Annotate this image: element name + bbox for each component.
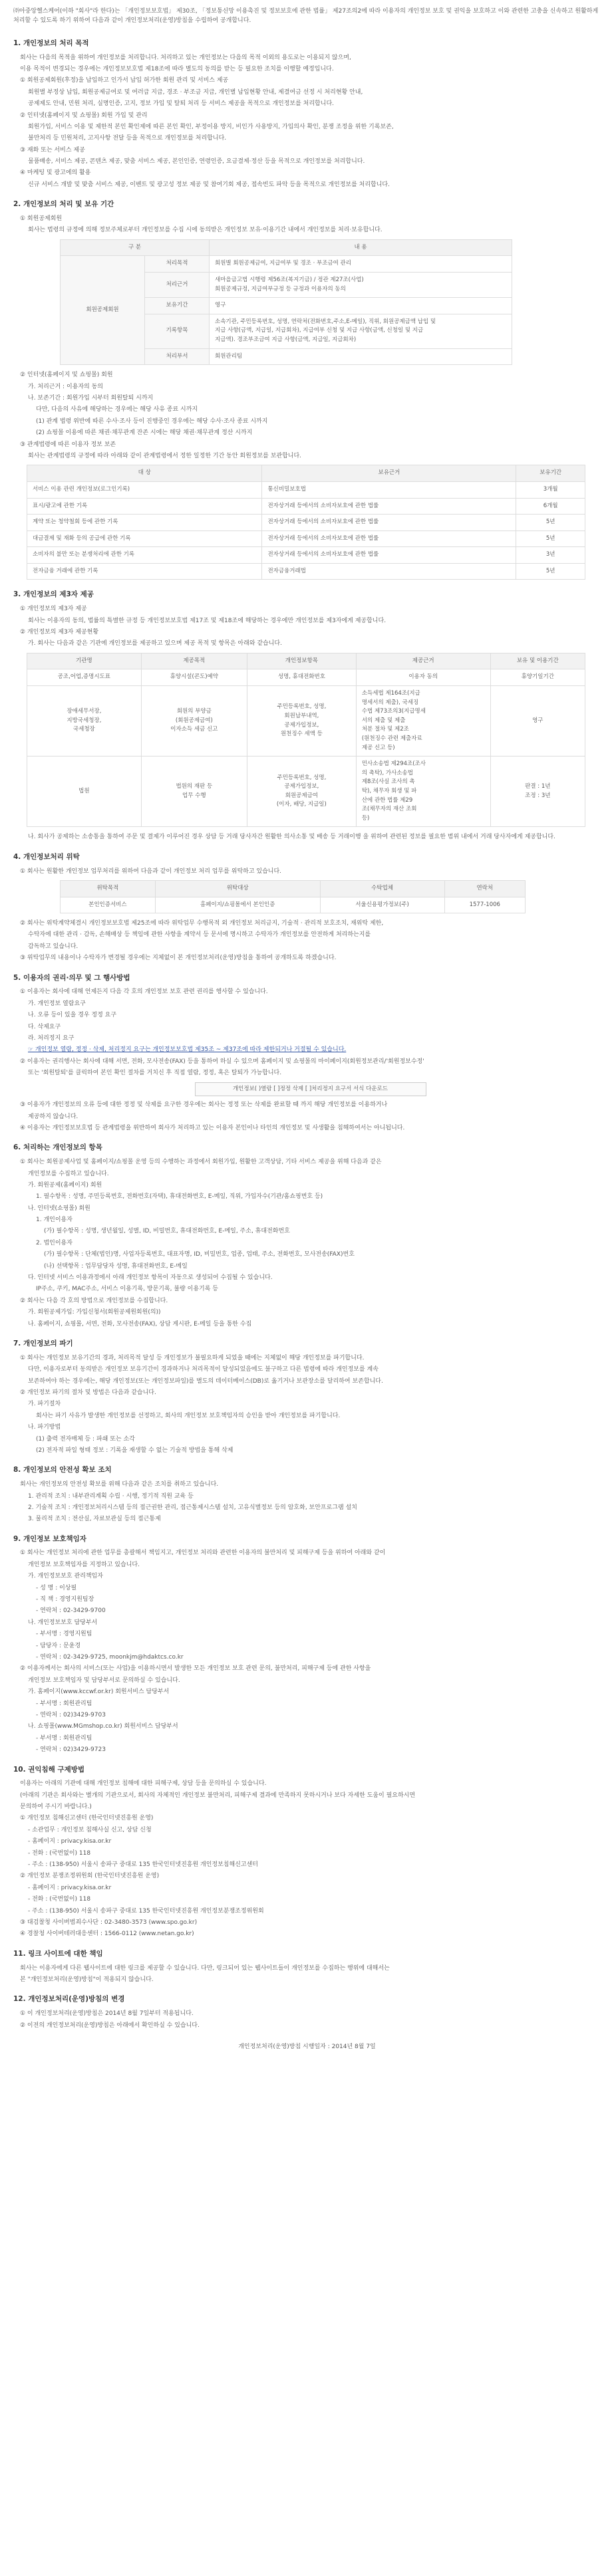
table-cell: 회원의 부양금 (회원공제금여) 이자소득 세금 신고 [141, 686, 247, 757]
table-cell: 전자상거래 등에서의 소비자보호에 관한 법률 [262, 530, 516, 547]
s1-line: 회사는 다음의 목적을 위하여 개인정보를 처리합니다. 처리하고 있는 개인정보는 다음의 목적 이외의 용도로는 이용되지 않으며, [20, 54, 351, 61]
s9-line: - 부서명 : 경영지원팀 [36, 1631, 92, 1638]
s4-sub1: ① 회사는 원활한 개인정보 업무처리를 위하여 다음과 같이 개인정보 처리 업무를 위탁하고 있습니다. [20, 868, 282, 875]
table-cell: 휴양시설(콘도)예약 [141, 669, 247, 686]
s7-line: 다만, 이용자로부터 동의받은 개인정보 보유기간이 경과하거나 처리목적이 달성되었음에도 불구하고 다른 법령에 따라 개인정보를 계속 [28, 1366, 379, 1373]
table-header: 보유근거 [262, 465, 516, 482]
table-cell: 장애세무서장, 지방국세청장, 국세청장 [27, 686, 142, 757]
s4-line: 수탁자에 대한 관리 · 감독, 손해배상 등 책임에 관한 사항을 계약서 등 문서에 명시하고 수탁자가 개인정보를 안전하게 처리하는지를 [28, 931, 371, 939]
section-12-title: 12. 개인정보처리(운영)방침의 변경 [13, 1995, 125, 2004]
s2-sub1-desc: 회사는 법령의 규정에 의해 정보주체로부터 개인정보를 수집 시에 동의받은 개인정보 보유·이용기간 내에서 개인정보를 처리·보유합니다. [28, 227, 383, 234]
table-cell: 보유기간 [145, 298, 210, 314]
s9-line: - 연락처 : 02)3429-9703 [36, 1711, 106, 1718]
section-2 [13, 199, 601, 580]
s11-line: 본 "개인정보처리(운영)방침"이 적용되지 않습니다. [20, 1976, 154, 1983]
s3-sub2-desc: 가. 회사는 다음과 같은 기관에 개인정보를 제공하고 있으며 제공 목적 및 항목은 아래와 같습니다. [28, 640, 282, 647]
s1-line: 신규 서비스 개발 및 맞춤 서비스 제공, 이벤트 및 광고성 정보 제공 및 참여기회 제공, 접속빈도 파악 등을 목적으로 개인정보를 처리합니다. [28, 181, 390, 188]
table-cell: 3개월 [516, 481, 585, 498]
table-header: 연락처 [444, 880, 525, 897]
s9-line: 나. 쇼핑몰(www.MGmshop.co.kr) 회원서비스 담당부서 [28, 1723, 178, 1730]
s7-line: ② 개인정보 파기의 절차 및 방법은 다음과 같습니다. [20, 1389, 156, 1396]
s6-line: 가. 회원공제가입: 가입신청서(회원공제원회원(의)) [28, 1309, 161, 1316]
s6-line: (나) 선택항목 : 업무담당자 성명, 휴대전화번호, E-메일 [44, 1262, 188, 1270]
table-cell: 5년 [516, 530, 585, 547]
legal-retention-table [27, 465, 585, 580]
section-1-title: 1. 개인정보의 처리 목적 [13, 39, 89, 47]
s3-sub2: ② 개인정보의 제3자 제공현황 [20, 629, 99, 636]
table-header: 보유기간 [516, 465, 585, 482]
table-header: 내 용 [210, 239, 512, 256]
table-cell: 전자상거래 등에서의 소비자보호에 관한 법률 [262, 515, 516, 531]
intro-text: ㈜아중앙헬스케어(이하 "회사"라 한다)는 「개인정보보호법」 제30조, 「정보통신망 이용촉진 및 정보보호에 관한 법률」 제27조의2에 따라 이용자의 개인정보 보호 및 권익을 보호하고 이와 관련한 고충을 신속하고 원활하게 처리할 수 있도록 하기 위하여 다음과 같이 개인정보처리(운영)방침을 수립하여 공개합니다. [13, 8, 599, 25]
table-cell: 전자상거래 등에서의 소비자보호에 관한 법률 [262, 498, 516, 515]
table-cell: 이용자 동의 [356, 669, 490, 686]
outsourcing-table [60, 880, 526, 913]
table-cell: 처리목적 [145, 256, 210, 273]
s5-line: 나. 오류 등이 있을 경우 정정 요구 [28, 1012, 117, 1019]
s10-line: - 소관업무 : 개인정보 침해사실 신고, 상담 신청 [28, 1826, 152, 1833]
table-cell: 본인인증서비스 [61, 897, 156, 913]
s11-line: 회사는 이용자에게 다른 웹사이트에 대한 링크를 제공할 수 있습니다. 다만, 링크되어 있는 웹사이트들이 개인정보를 수집하는 행위에 대해서는 [20, 1964, 390, 1972]
s10-line: 문의하여 주시기 바랍니다.) [20, 1804, 92, 1811]
s5-line: 또는 '회원탈퇴'를 클릭하여 본인 확인 절차를 거치신 후 직접 열람, 정정, 혹은 탈퇴가 가능합니다. [28, 1070, 282, 1077]
table-cell: 민사소송법 제294조(조사 의 촉탁), 가사소송법 제8조(사실 조사의 촉 탁), 채무자 회생 및 파 산에 관한 법률 제29 조(채무자의 재산 조회 등) [356, 757, 490, 827]
table-cell: 서울신용평가정보(주) [320, 897, 444, 913]
s2-sub2-line: (1) 관계 법령 위반에 따른 수사·조사 등이 진행중인 경우에는 해당 수사·조사 종료 시까지 [36, 417, 268, 425]
s6-line: 가. 회원공제(홈페이지) 회원 [28, 1181, 102, 1189]
s1-line: 회원가입, 서비스 이용 및 제한적 본인 확인제에 따른 본인 확인, 부정이용 방지, 비인가 사용방지, 가입의사 확인, 분쟁 조정을 위한 기록보존, [28, 123, 394, 130]
s7-line: 가. 파기절차 [28, 1401, 61, 1408]
s9-line: ① 회사는 개인정보 처리에 관한 업무를 총괄해서 책임지고, 개인정보 처리와 관련한 이용자의 불만처리 및 피해구제 등을 위하여 아래와 같이 [20, 1550, 386, 1557]
section-1 [13, 38, 601, 189]
s6-line: 2. 법인이용자 [36, 1239, 73, 1246]
section-8 [13, 1464, 601, 1524]
s2-sub3-desc: 회사는 관계법령의 규정에 따라 아래와 같이 관계법령에서 정한 일정한 기간 동안 회원정보를 보관합니다. [28, 452, 302, 459]
s1-line: ③ 재화 또는 서비스 제공 [20, 146, 85, 154]
table-cell: 처리부서 [145, 348, 210, 365]
table-cell: 새마을금고법 시행령 제56조(복지기금) / 정관 제27조(사업) 회원공제규정, 지급여부규정 등 규정과 이용자의 동의 [210, 273, 512, 298]
s8-line: 회사는 개인정보의 안전성 확보를 위해 다음과 같은 조치를 취하고 있습니다. [20, 1481, 219, 1488]
s7-line: 보존하여야 하는 경우에는, 해당 개인정보(또는 개인정보파일)를 별도의 데이터베이스(DB)로 옮기거나 보관장소를 달리하여 보존합니다. [28, 1377, 383, 1385]
s4-line: 감독하고 있습니다. [28, 943, 78, 950]
section-11-title: 11. 링크 사이트에 대한 책임 [13, 1949, 103, 1958]
s10-line: ① 개인정보 침해신고센터 (한국인터넷진흥원 운영) [20, 1815, 154, 1822]
table-cell: 휴양기일기간 [490, 669, 585, 686]
s10-line: - 홈페이지 : privacy.kisa.or.kr [28, 1838, 112, 1845]
table-header: 대 상 [27, 465, 262, 482]
s6-line: 1. 필수항목 : 성명, 주민등록번호, 전화번호(자택), 휴대전화번호, E-메일, 직위, 가입자수(기관/홈쇼핑번호 등) [36, 1193, 323, 1201]
s5-line: 라. 처리정지 요구 [28, 1035, 75, 1042]
s7-line: (1) 출력 전자매체 등 : 파쇄 또는 소각 [36, 1435, 135, 1443]
table-header: 위탁대상 [155, 880, 320, 897]
s2-sub2-line: 나. 보존기간 : 회원가입 시부터 회원탈퇴 시까지 [28, 394, 154, 402]
s9-line: 개인정보 보호책임자를 지정하고 있습니다. [28, 1561, 140, 1568]
s10-line: ② 개인정보 분쟁조정위원회 (한국인터넷진흥원 운영) [20, 1873, 160, 1880]
s10-line: ④ 경찰청 사이버테러대응센터 : 1566-0112 (www.netan.go.kr) [20, 1931, 194, 1938]
effective-date-footer: 개인정보처리(운영)방침 시행일자 : 2014년 8월 7일 [238, 2043, 376, 2050]
table-cell: 통신비밀보호법 [262, 481, 516, 498]
table-header: 위탁목적 [61, 880, 156, 897]
s5-line: 가. 개인정보 열람요구 [28, 1000, 86, 1007]
s9-line: - 직 책 : 경영지원팀장 [36, 1596, 94, 1603]
s9-line: ② 이용자께서는 회사의 서비스(또는 사업)을 이용하시면서 발생한 모든 개인정보 보호 관련 문의, 불만처리, 피해구제 등에 관한 사항을 [20, 1665, 371, 1673]
table-cell: 기록항목 [145, 314, 210, 348]
s1-line: 이용 목적이 변경되는 경우에는 개인정보보호법 제18조에 따라 별도의 동의를 받는 등 필요한 조치를 이행할 예정입니다. [20, 65, 334, 72]
table-group-cell: 회원공제회원 [61, 256, 145, 365]
table-cell: 6개월 [516, 498, 585, 515]
table-header: 제공근거 [356, 653, 490, 669]
s9-line: - 연락처 : 02-3429-9700 [36, 1607, 106, 1615]
retention-table [60, 239, 512, 365]
s5-line: 제공하지 않습니다. [28, 1113, 78, 1120]
table-cell: 소득세법 제164조(지급 명세서의 제출), 국세징 수법 제73조의3(지급명세 서의 제출 및 제출 처분 절차 및 제2조 (원천징수 관련 제출자료 제공 신고 등) [356, 686, 490, 757]
s10-line: ③ 대검찰청 사이버범죄수사단 : 02-3480-3573 (www.spo.go.kr) [20, 1919, 198, 1926]
s5-line: 다. 삭제요구 [28, 1023, 61, 1030]
table-cell: 공조,어업,증명시도표 [27, 669, 142, 686]
section-12 [13, 1994, 601, 2030]
s5-line: ③ 이용자가 개인정보의 오류 등에 대한 정정 및 삭제를 요구한 경우에는 회사는 정정 또는 삭제를 완료할 때 까지 해당 개인정보를 이용하거나 [20, 1102, 388, 1109]
s3-sub1: ① 개인정보의 제3자 제공 [20, 606, 87, 613]
table-header: 개인정보항목 [247, 653, 356, 669]
section-3 [13, 589, 601, 842]
table-header: 구 분 [61, 239, 210, 256]
section-4 [13, 852, 601, 963]
section-11 [13, 1948, 601, 1985]
s6-line: 나. 홈페이지, 쇼핑몰, 서면, 전화, 모사전송(FAX), 상담 게시판, E-메일 등을 통한 수집 [28, 1320, 252, 1328]
s2-sub2: ② 인터넷(홈페이지 및 쇼핑몰) 회원 [20, 372, 113, 379]
s9-line: - 부서명 : 회원관리팀 [36, 1700, 92, 1707]
s4-line: ② 회사는 위탁계약체결시 개인정보보호법 제25조에 따라 위탁업무 수행목적 외 개인정보 처리금지, 기술적 · 관리적 보호조치, 재위탁 제한, [20, 920, 384, 927]
s1-line: 불만처리 등 민원처리, 고지사항 전달 등을 목적으로 개인정보를 처리합니다. [28, 135, 227, 142]
section-3-title: 3. 개인정보의 제3자 제공 [13, 590, 94, 599]
table-cell: 소속기관, 주민등록번호, 성명, 연락처(전화번호,주소,E-메일), 직위, 회원공제금액 납입 및 지급 사항(금액, 지급일, 지급회차), 지급여부 신청 및 지급 사항(금액, 신청일 및 지급 지급액). 경조부조금여 지급 사항(금액, 지급일, 지급회차) [210, 314, 512, 348]
section-6 [13, 1142, 601, 1329]
s7-line: 회사는 파기 사유가 발생한 개인정보를 선정하고, 회사의 개인정보 보호책임자의 승인을 받아 개인정보를 파기합니다. [36, 1412, 341, 1419]
s7-line: 나. 파기방법 [28, 1424, 61, 1431]
s1-line: ② 인터넷(홈페이지 및 쇼핑몰) 회원 가입 및 관리 [20, 112, 148, 119]
table-header: 기관명 [27, 653, 142, 669]
table-cell: 회원관리팀 [210, 348, 512, 365]
s2-sub3: ③ 관계법령에 따른 이용자 정보 보존 [20, 441, 116, 448]
s1-line: 회원별 부정상 납입, 회원공제금여로 및 여러급 지급, 경조 · 부조금 지급, 개인별 납입현황 안내, 제결여금 선정 시 처리현황 안내, [28, 88, 363, 96]
s7-line: ① 회사는 개인정보 보유기간의 경과, 처리목적 달성 등 개인정보가 불필요하게 되었을 때에는 지체없이 해당 개인정보를 파기합니다. [20, 1354, 365, 1361]
table-cell: 판결 : 1년 조정 : 3년 [490, 757, 585, 827]
section-8-title: 8. 개인정보의 안전성 확보 조치 [13, 1466, 112, 1474]
s8-line: 2. 기술적 조치 : 개인정보처리시스템 등의 접근권한 관리, 접근통제시스템 설치, 고유식별정보 등의 암호화, 보안프로그램 설치 [28, 1504, 357, 1511]
s5-line: ④ 이용자는 개인정보보호법 등 관계법령을 위반하여 회사가 처리하고 있는 이용자 본인이나 타인의 개인정보 및 사생활을 침해하여서는 아니됩니다. [20, 1124, 405, 1131]
s1-line: 물품배송, 서비스 제공, 콘텐츠 제공, 맞춤 서비스 제공, 본인인증, 연령인증, 요금결제·정산 등을 목적으로 개인정보를 처리합니다. [28, 158, 365, 166]
table-cell: 1577-1006 [444, 897, 525, 913]
s6-line: 개인정보를 수집하고 있습니다. [28, 1170, 109, 1177]
s6-line: 다. 인터넷 서비스 이용과정에서 아래 개인정보 항목이 자동으로 생성되어 수집될 수 있습니다. [28, 1274, 273, 1282]
table-cell: 성명, 휴대전화번호 [247, 669, 356, 686]
table-cell: 주민등록번호, 성명, 회원납부내역, 공제가입정보, 원천징수 세액 등 [247, 686, 356, 757]
table-cell: 회원별 회원공제금여, 지급여부 및 경조 · 부조금여 관리 [210, 256, 512, 273]
s6-line: 1. 개인이용자 [36, 1217, 73, 1224]
s2-sub1: ① 회원공제회원 [20, 215, 63, 223]
table-cell: 법원 [27, 757, 142, 827]
table-cell: 표시/광고에 관한 기록 [27, 498, 262, 515]
s12-line: ① 이 개인정보처리(운영)방침은 2014년 8월 7일부터 적용됩니다. [20, 2010, 194, 2018]
table-cell: 서비스 이용 관련 개인정보(로그인기록) [27, 481, 262, 498]
table-cell: 법원의 재판 등 업무 수행 [141, 757, 247, 827]
section-9 [13, 1534, 601, 1755]
s7-line: (2) 전자적 파일 형태 정보 : 기록을 재생할 수 없는 기술적 방법을 통해 삭제 [36, 1447, 233, 1454]
s8-line: 1. 관리적 조치 : 내부관리계획 수립 · 시행, 정기적 직원 교육 등 [28, 1492, 194, 1500]
s5-line: ① 이용자는 회사에 대해 언제든지 다음 각 호의 개인정보 보호 관련 권리를 행사할 수 있습니다. [20, 989, 268, 996]
s2-sub2-line: 가. 처리근거 : 이용자의 동의 [28, 383, 103, 390]
section-10-title: 10. 권익침해 구제방법 [13, 1765, 85, 1774]
table-cell: 5년 [516, 515, 585, 531]
table-cell: 대금결제 및 재화 등의 공급에 관한 기록 [27, 530, 262, 547]
table-cell: 영구 [490, 686, 585, 757]
section-5 [13, 973, 601, 1133]
s3-note: 나. 회사가 공제하는 소송통을 통하여 주문 및 결제가 이루어진 경우 상담 등 거래 당사자간 원활한 의사소통 및 배송 등 거래이행 을 위하여 관련된 정보를 필요한 범위 내에서 거래 당사자에게 제공합니다. [28, 834, 555, 841]
s2-sub2-line: 다만, 다음의 사유에 해당하는 경우에는 해당 사유 종료 시까지 [36, 406, 198, 413]
s10-line: - 주소 : (138-950) 서울시 송파구 중대로 135 한국인터넷진흥원 개인정보침해신고센터 [28, 1861, 258, 1869]
table-cell: 5년 [516, 563, 585, 580]
s9-line: - 부서명 : 회원관리팀 [36, 1734, 92, 1742]
s9-line: - 연락처 : 02-3429-9725, moonkjm@hdaktcs.co.kr [36, 1653, 184, 1661]
s2-sub2-line: (2) 쇼핑몰 이용에 따른 채권·채무관계 잔존 시에는 해당 채권·채무관계 정산 시까지 [36, 429, 253, 437]
table-cell: 주민등록번호, 성명, 공제가입정보, 회원공제금여 (이자, 배당, 지급일) [247, 757, 356, 827]
s9-line: 나. 개인정보보호 담당부서 [28, 1619, 98, 1626]
table-cell: 소비자의 불만 또는 분쟁처리에 관한 기록 [27, 547, 262, 564]
section-6-title: 6. 처리하는 개인정보의 항목 [13, 1143, 102, 1152]
s9-line: - 담당자 : 문윤경 [36, 1642, 81, 1649]
s9-line: - 연락처 : 02)3429-9723 [36, 1746, 106, 1754]
rights-limit-link[interactable]: ☞ 개인정보 열람, 정정 · 삭제, 처리정지 요구는 개인정보보호법 제35조 ~ 제37조에 따라 제한되거나 거절될 수 있습니다. [28, 1046, 347, 1054]
section-7 [13, 1338, 601, 1455]
table-cell: 처리근거 [145, 273, 210, 298]
table-cell: 홈페이지/쇼핑몰에서 본인인증 [155, 897, 320, 913]
section-4-title: 4. 개인정보처리 위탁 [13, 852, 80, 861]
s5-line: ② 이용자는 권리행사는 회사에 대해 서면, 전화, 모사전송(FAX) 등을 통하여 하실 수 있으며 홈페이지 및 쇼핑몰의 마이페이지(회원정보관리/'회원정보수정' [20, 1058, 424, 1065]
table-cell: 3년 [516, 547, 585, 564]
s9-line: 가. 홈페이지(www.kccwf.or.kr) 회원서비스 담당부서 [28, 1689, 170, 1696]
s10-line: 이용자는 아래의 기관에 대해 개인정보 침해에 대한 피해구제, 상담 등을 문의하실 수 있습니다. [20, 1780, 267, 1788]
section-2-title: 2. 개인정보의 처리 및 보유 기간 [13, 200, 114, 209]
table-cell: 전자상거래 등에서의 소비자보호에 관한 법률 [262, 547, 516, 564]
s1-line: 공제제도 안내, 민원 처리, 실명인증, 고지, 정보 가입 및 탈퇴 처리 등 서비스 제공을 목적으로 개인정보를 처리합니다. [28, 100, 335, 108]
s6-line: (가) 필수항목 : 성명, 생년월일, 성별, ID, 비밀번호, 휴대전화번호, E-메일, 주소, 휴대전화번호 [44, 1228, 290, 1235]
s6-line: ② 회사는 다음 각 호의 방법으로 개인정보를 수집합니다. [20, 1297, 168, 1304]
table-header: 보유 및 이용기간 [490, 653, 585, 669]
s8-line: 3. 물리적 조치 : 전산실, 자료보관실 등의 접근통제 [28, 1516, 161, 1523]
s10-line: - 홈페이지 : privacy.kisa.or.kr [28, 1884, 112, 1891]
s10-line: - 전화 : (국번없이) 118 [28, 1896, 91, 1903]
s9-line: 개인정보 보호책임자 및 담당부서로 문의하실 수 있습니다. [28, 1677, 180, 1684]
section-5-title: 5. 이용자의 권리·의무 및 그 행사방법 [13, 973, 130, 982]
table-header: 제공목적 [141, 653, 247, 669]
table-cell: 계약 또는 청약철회 등에 관한 기록 [27, 515, 262, 531]
s1-line: ④ 마케팅 및 광고에의 활용 [20, 170, 91, 177]
table-header: 수탁업체 [320, 880, 444, 897]
s10-line: - 전화 : (국번없이) 118 [28, 1849, 91, 1857]
s6-line: 나. 인터넷(쇼핑몰) 회원 [28, 1205, 90, 1212]
table-cell: 영구 [210, 298, 512, 314]
section-10 [13, 1764, 601, 1939]
s3-sub1-desc: 회사는 이용자의 동의, 법률의 특별한 규정 등 개인정보보호법 제17조 및 제18조에 해당하는 경우에만 개인정보를 제3자에게 제공합니다. [28, 617, 386, 624]
section-9-title: 9. 개인정보 보호책임자 [13, 1534, 86, 1543]
s6-line: ① 회사는 회원공제사업 및 홈페이지/쇼핑몰 운영 등의 수행하는 과정에서 회원가입, 원활한 고객상담, 기타 서비스 제공을 위해 다음과 같은 [20, 1159, 382, 1166]
s9-line: 가. 개인정보보호 관리책임자 [28, 1573, 103, 1580]
table-cell: 전자금융거래법 [262, 563, 516, 580]
s9-line: - 성 명 : 이상필 [36, 1584, 77, 1591]
s4-line: ③ 위탁업무의 내용이나 수탁자가 변경될 경우에는 지체없이 본 개인정보처리(운영)방침을 통하여 공개하도록 하겠습니다. [20, 955, 337, 962]
s10-line: - 주소 : (138-950) 서울시 송파구 중대로 135 한국인터넷진흥원 개인정보분쟁조정위원회 [28, 1907, 264, 1915]
table-cell: 전자금융 거래에 관한 기록 [27, 563, 262, 580]
s1-line: ① 회원공제회원(후정)을 납입하고 인가서 납입 허가한 회원 관리 및 서비스 제공 [20, 77, 229, 84]
s10-line: (아래의 기관은 회사와는 별개의 기관으로서, 회사의 자체적인 개인정보 불만처리, 피해구제 결과에 만족하지 못하시거나 보다 자세한 도움이 필요하시면 [20, 1792, 416, 1799]
request-form-download-button[interactable]: 개인정보( )열람 [ ]정정 삭제 [ ]처리정지 요구서 서식 다운로드 [195, 1082, 426, 1097]
third-party-table [27, 653, 585, 828]
section-7-title: 7. 개인정보의 파기 [13, 1340, 73, 1347]
s12-line: ② 이전의 개인정보처리(운영)방침은 아래에서 확인하실 수 있습니다. [20, 2022, 200, 2029]
s6-line: IP주소, 쿠키, MAC주소, 서비스 이용기록, 방문기록, 불량 이용기록 등 [36, 1286, 218, 1293]
s6-line: (가) 필수항목 : 단체(법인)명, 사업자등록번호, 대표자명, ID, 비밀번호, 업종, 업태, 주소, 전화번호, 모사전송(FAX)번호 [44, 1251, 355, 1258]
